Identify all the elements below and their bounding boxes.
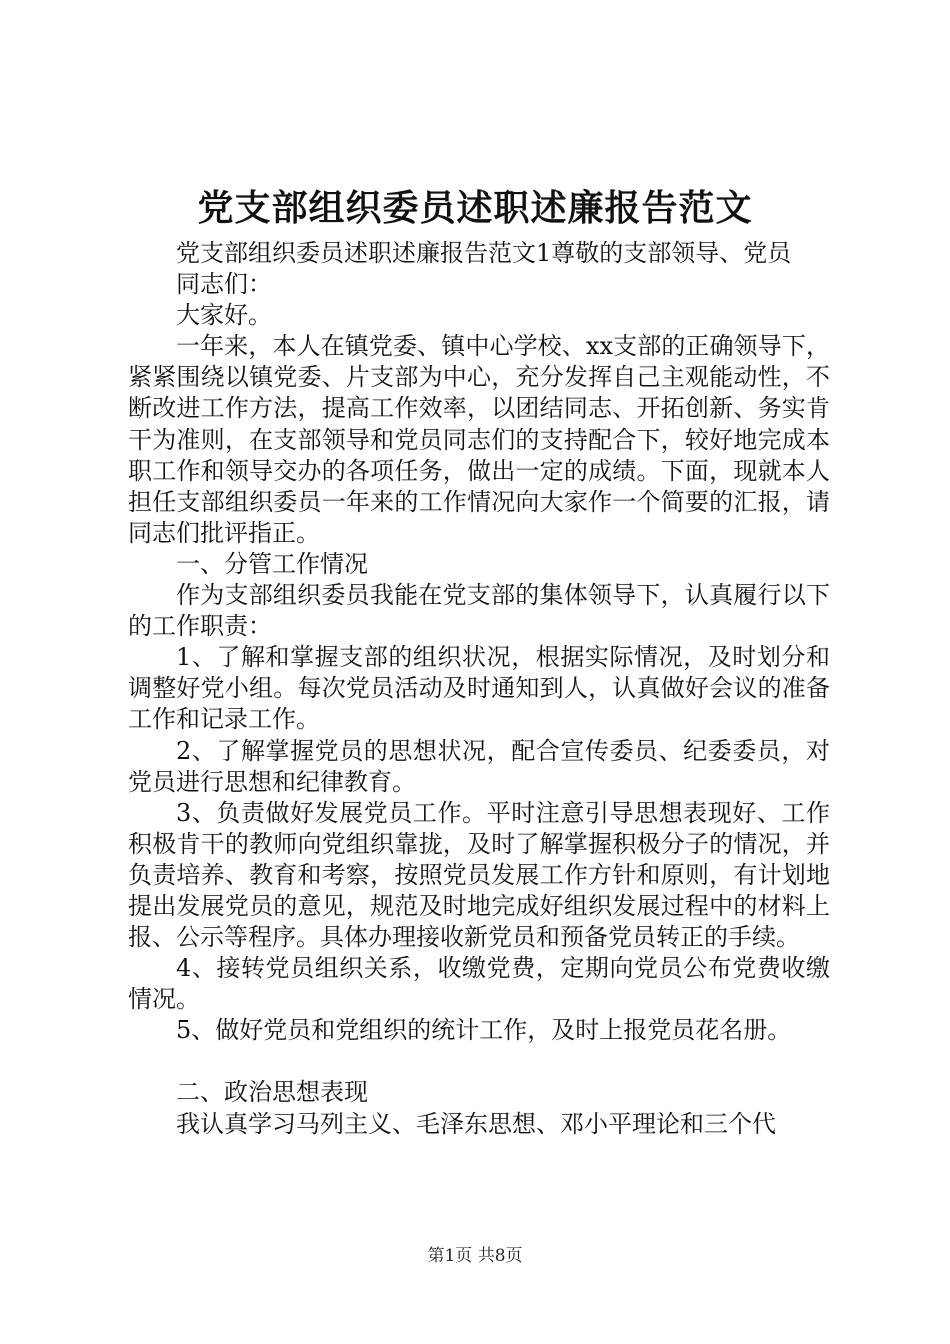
section-heading-1: 一、分管工作情况 [176, 549, 368, 578]
paragraph-greeting: 大家好。 [176, 301, 272, 330]
document-title: 党支部组织委员述职述廉报告范文 [197, 187, 753, 229]
paragraph-political: 我认真学习马列主义、毛泽东思想、邓小平理论和三个代 [176, 1109, 776, 1138]
duty-item-2: 2、了解掌握党员的思想状况，配合宣传委员、纪委委员，对党员进行思想和纪律教育。 [128, 736, 830, 796]
section-heading-2: 二、政治思想表现 [176, 1078, 368, 1107]
paragraph-salutation: 党支部组织委员述职述廉报告范文1尊敬的支部领导、党员 [176, 239, 792, 267]
paragraph-duties-intro: 作为支部组织委员我能在党支部的集体领导下，认真履行以下的工作职责： [128, 581, 830, 641]
page-number: 第1页 共8页 [427, 1246, 523, 1266]
duty-item-3: 3、负责做好发展党员工作。平时注意引导思想表现好、工作积极肯干的教师向党组织靠拢，及时了解掌握积极分子的情况，并负责培养、教育和考察，按照党员发展工作方针和原则，有计划地提出发展党员的意见，规范及时地完成好组织发展过程中的材料上报、公示等程序。具体办理接收新党员和预备党员转正的手续。 [128, 798, 830, 952]
duty-item-4: 4、接转党员组织关系，收缴党费，定期向党员公布党费收缴情况。 [128, 954, 830, 1014]
paragraph-comrades: 同志们： [176, 270, 272, 299]
duty-item-5: 5、做好党员和党组织的统计工作，及时上报党员花名册。 [176, 1016, 792, 1045]
duty-item-1: 1、了解和掌握支部的组织状况，根据实际情况，及时划分和调整好党小组。每次党员活动及时通知到人，认真做好会议的准备工作和记录工作。 [128, 643, 830, 734]
document-body [128, 238, 830, 1140]
paragraph-intro: 一年来，本人在镇党委、镇中心学校、xx支部的正确领导下，紧紧围绕以镇党委、片支部为中心，充分发挥自己主观能动性，不断改进工作方法，提高工作效率，以团结同志、开拓创新、务实肯干为准则，在支部领导和党员同志们的支持配合下，较好地完成本职工作和领导交办的各项任务，做出一定的成绩。下面，现就本人担任支部组织委员一年来的工作情况向大家作一个简要的汇报，请同志们批评指正。 [128, 332, 830, 547]
